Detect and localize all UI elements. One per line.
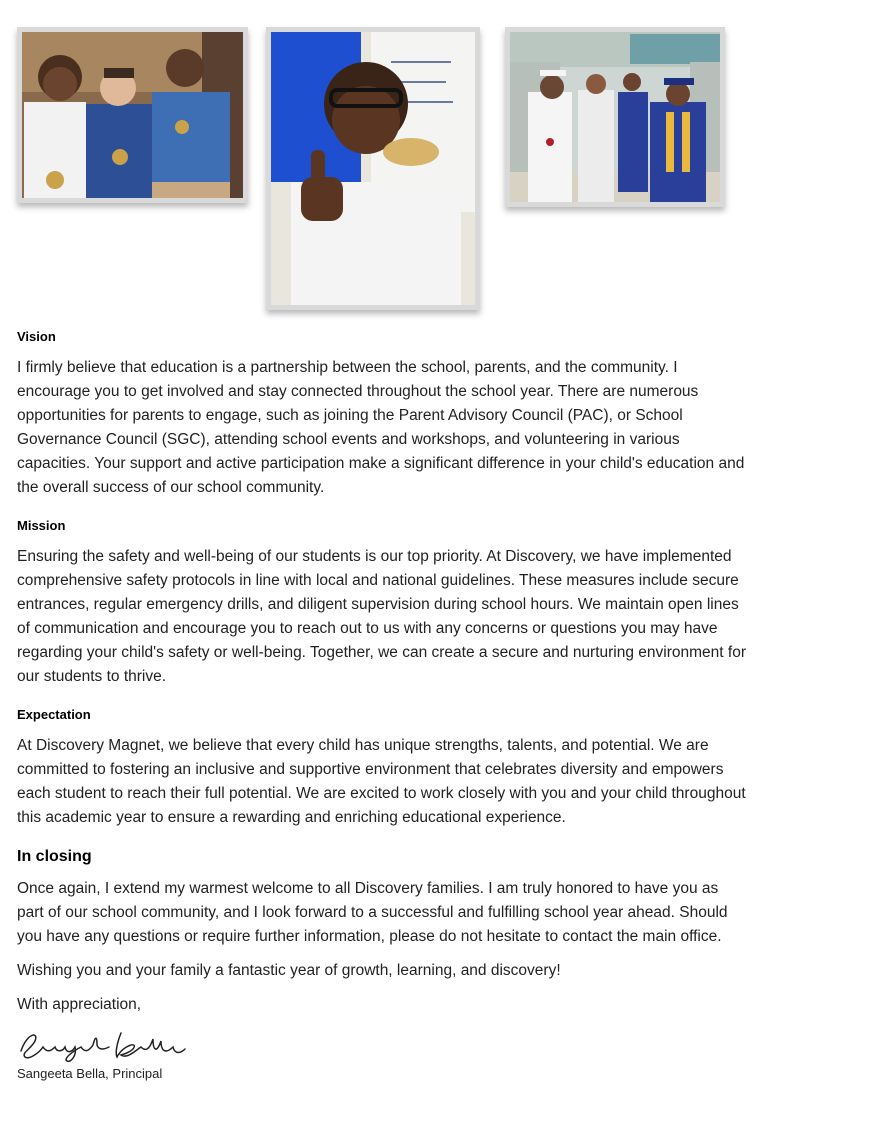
mission-heading: Mission bbox=[17, 518, 66, 533]
vision-body: I firmly believe that education is a partnership between the school, parents, and the community. I encourage you to get involved and stay connected throughout the school year. There are numerous opportunities for parents to engage, such as joining the Parent Advisory Council (PAC), or School Governance Council (SGC), attending school events and workshops, and volunteering in various capacities. Your support and active participation make a significant difference in your child's education and the overall success of our school community. bbox=[17, 359, 745, 496]
sign-off: With appreciation, bbox=[17, 996, 142, 1013]
closing-wish: Wishing you and your family a fantastic year of growth, learning, and discovery! bbox=[17, 962, 561, 979]
closing-body: Once again, I extend my warmest welcome to all Discovery families. I am truly honored to have you as part of our school community, and I look forward to a successful and fulfilling school year ahead. Should you have any questions or require further information, please do not hesitate to contact the main office. bbox=[17, 880, 728, 945]
mission-section bbox=[17, 517, 747, 689]
signature-caption: Sangeeta Bella, Principal bbox=[17, 1066, 163, 1081]
vision-section bbox=[17, 328, 747, 500]
signature bbox=[17, 1025, 747, 1063]
expectation-heading: Expectation bbox=[17, 707, 91, 722]
medal-winners-image bbox=[22, 32, 243, 198]
vision-heading: Vision bbox=[17, 329, 56, 344]
thumbs-up-image bbox=[271, 32, 475, 305]
letter-content bbox=[17, 328, 747, 1082]
expectation-body: At Discovery Magnet, we believe that every child has unique strengths, talents, and potential. We are committed to fostering an inclusive and supportive environment that celebrates diversity and empowers each student to reach their full potential. We are excited to work closely with you and your child throughout this academic year to ensure a rewarding and enriching educational experience. bbox=[17, 737, 746, 826]
closing-section bbox=[17, 847, 747, 1017]
mission-body: Ensuring the safety and well-being of our students is our top priority. At Discovery, we have implemented comprehensive safety protocols in line with local and national guidelines. These measures include secure entrances, regular emergency drills, and diligent supervision during school hours. We maintain open lines of communication and encourage you to reach out to us with any concerns or questions you may have regarding your child's safety or well-being. Together, we can create a secure and nurturing environment for our students to thrive. bbox=[17, 548, 746, 685]
graduation-image bbox=[510, 32, 720, 202]
closing-heading: In closing bbox=[17, 848, 92, 865]
photo-thumbs-up bbox=[266, 27, 480, 310]
photo-medal-winners bbox=[17, 27, 248, 203]
photo-graduation bbox=[505, 27, 725, 207]
expectation-section bbox=[17, 706, 747, 830]
signature-image bbox=[17, 1025, 187, 1063]
